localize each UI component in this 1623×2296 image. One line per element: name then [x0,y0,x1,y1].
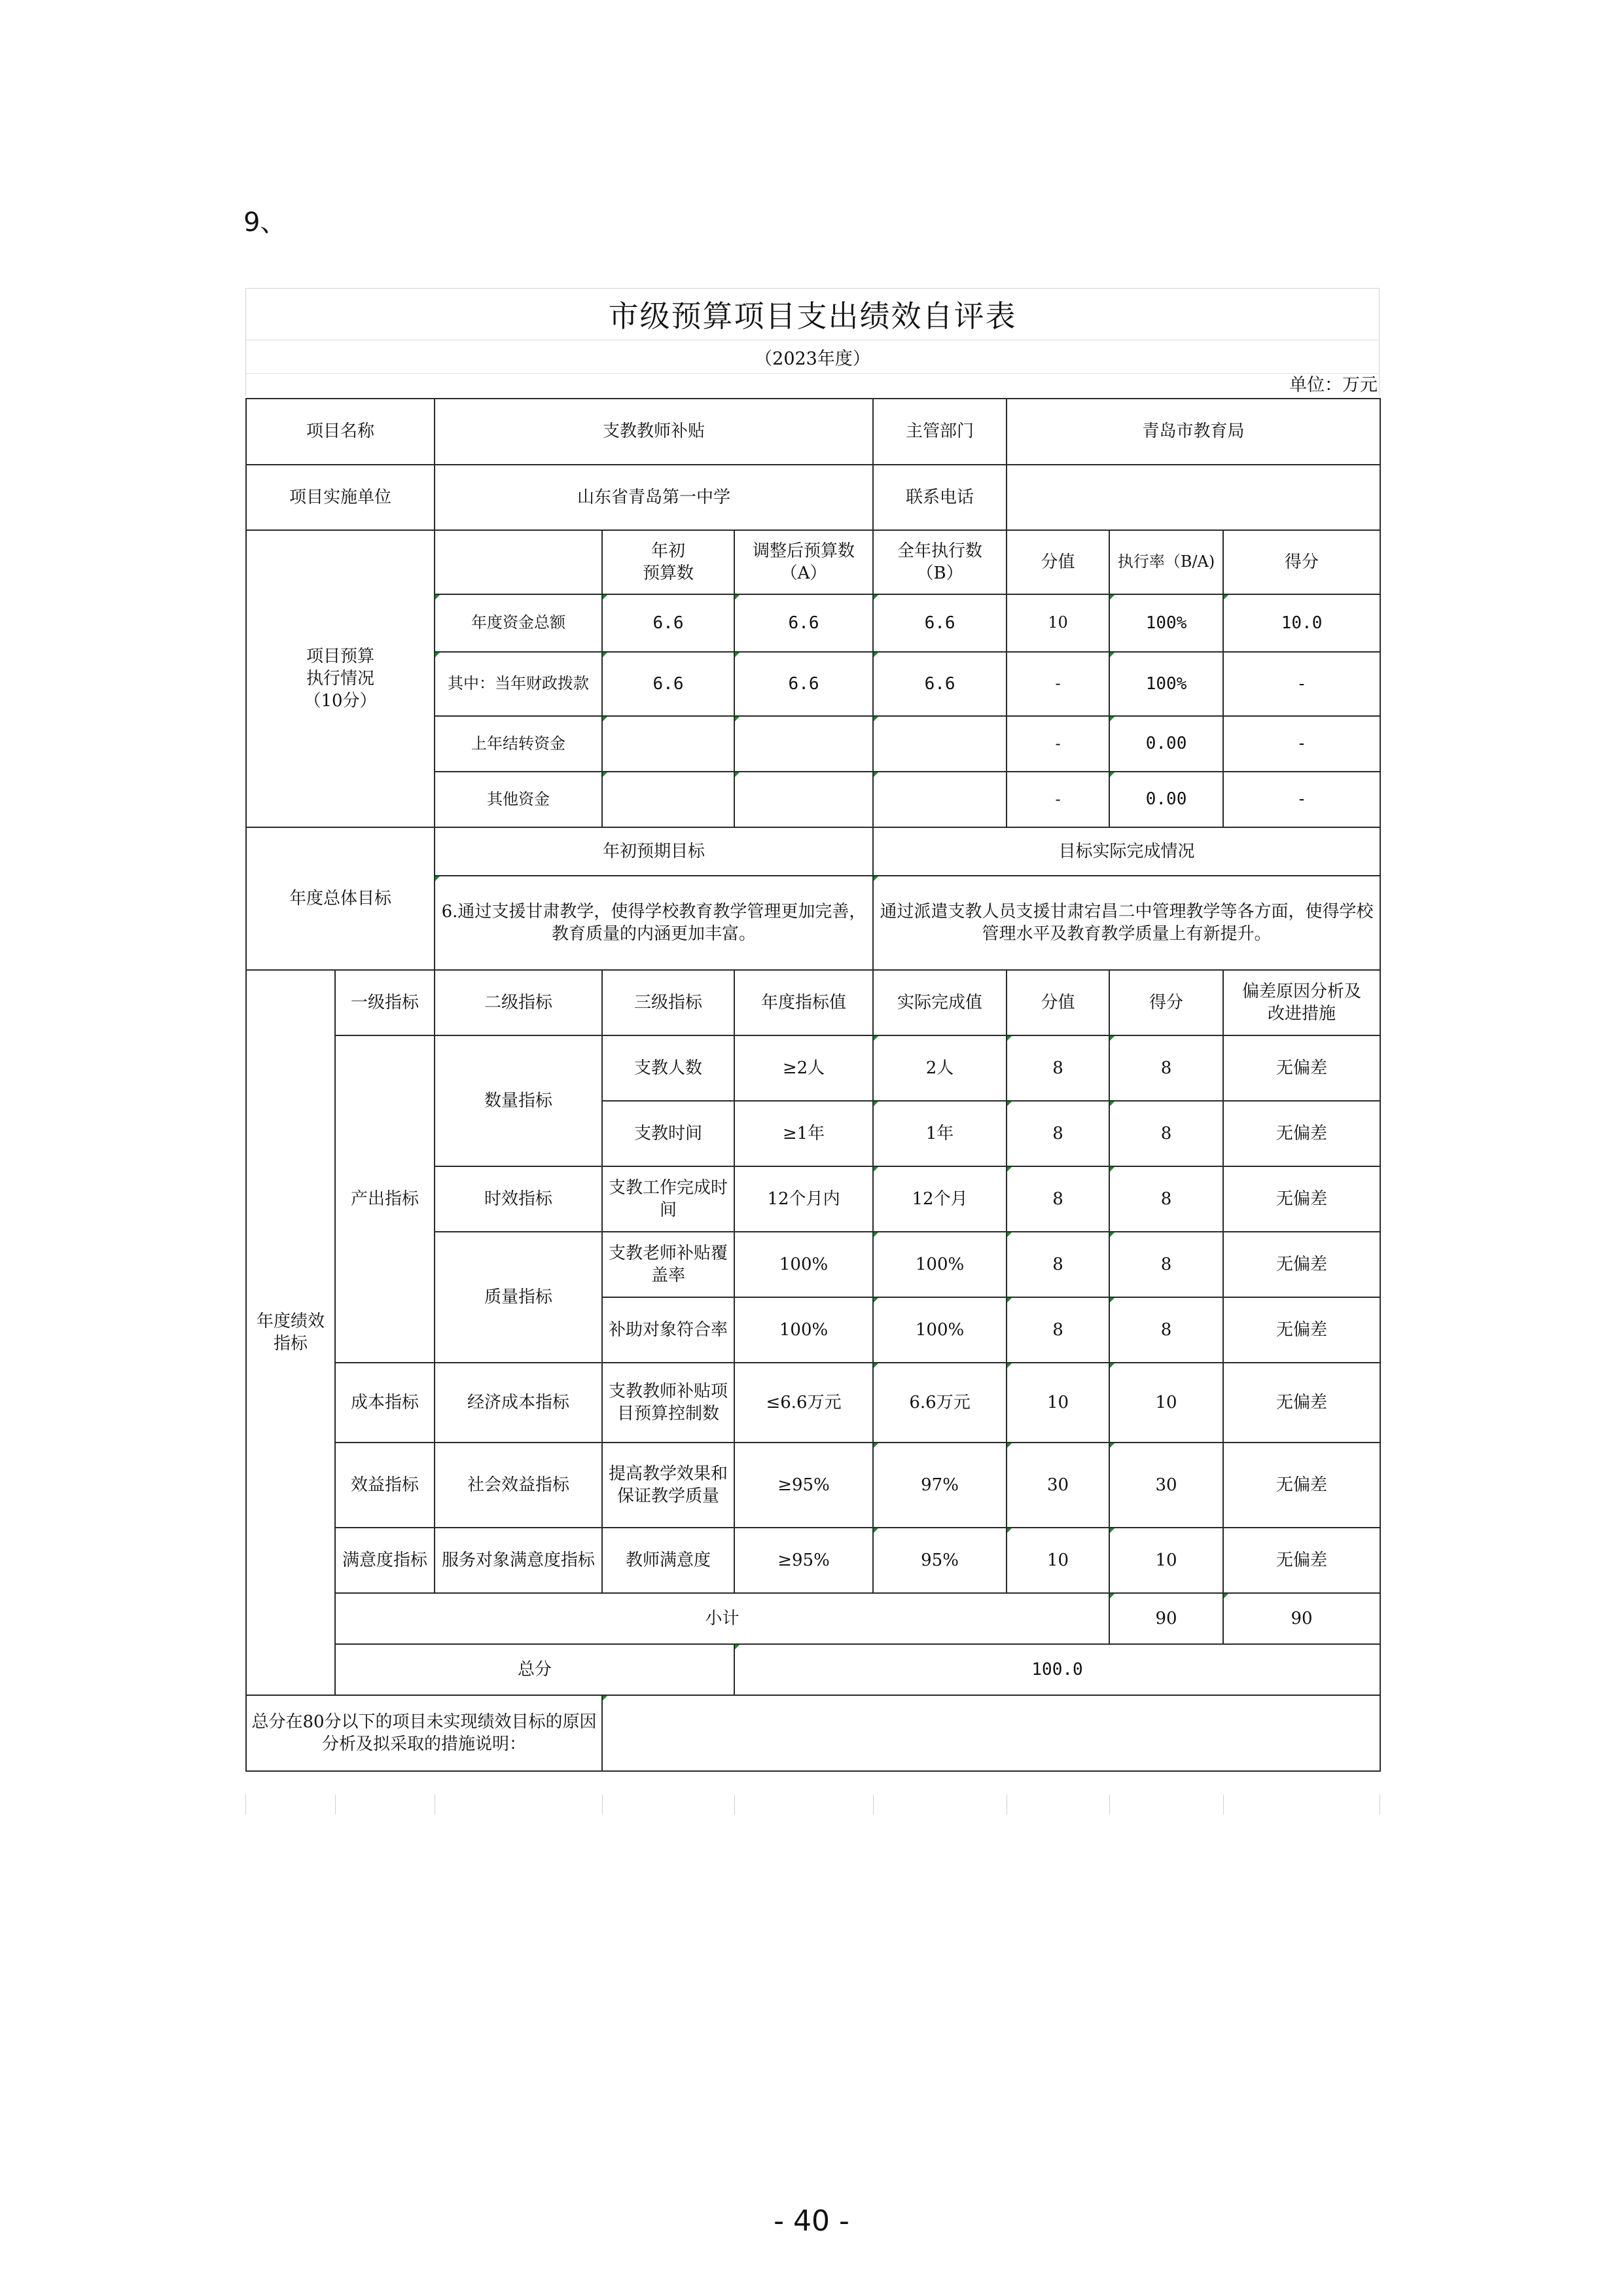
budget-score-header: 得分 [1223,530,1380,594]
section-number: 9、 [243,207,287,238]
score-cell: 10 [1109,1528,1223,1593]
indicator-section-label [246,970,335,1695]
score-cell: 8 [1109,1035,1223,1101]
budget-scorevalue-value: - [1007,652,1109,716]
goals-actual-text: 通过派遣支教人员支援甘肃宕昌二中管理教学等各方面，使得学校管理水平及教育教学质量上有新提升。 [873,876,1380,970]
actual-cell: 6.6万元 [873,1363,1007,1443]
deviation-cell: 无偏差 [1223,1297,1380,1363]
budget-adjusted-value [734,716,873,772]
scorevalue-cell: 8 [1007,1232,1109,1297]
note-label: 总分在80分以下的项目未实现绩效目标的原因分析及拟采取的措施说明： [246,1695,602,1771]
level2-cell: 质量指标 [435,1232,602,1363]
form-year: （2023年度） [245,340,1380,373]
budget-label-line2: 执行情况 [306,668,375,689]
deviation-cell: 无偏差 [1223,1528,1380,1593]
project-name-label: 项目名称 [246,399,435,465]
level1-cell: 满意度指标 [335,1528,435,1593]
target-cell: 12个月内 [734,1166,873,1232]
actual-header: 实际完成值 [873,970,1007,1035]
executed-header-l1: 全年执行数 [897,541,983,561]
budget-row-label: 其他资金 [435,772,602,827]
actual-cell: 97% [873,1443,1007,1528]
indicator-row [246,1035,1380,1101]
level3-cell: 补助对象符合率 [602,1297,734,1363]
goals-header-row [246,827,1380,876]
budget-executed-value: 6.6 [873,652,1007,716]
budget-rate-value: 100% [1109,594,1223,652]
budget-label-line1: 项目预算 [306,646,375,666]
level1-cell: 效益指标 [335,1443,435,1528]
gridline [873,1795,874,1814]
score-cell: 8 [1109,1297,1223,1363]
gridline [1223,1795,1224,1814]
scorevalue-cell: 8 [1007,1101,1109,1166]
goals-actual-header: 目标实际完成情况 [873,827,1380,876]
actual-cell: 100% [873,1297,1007,1363]
budget-blank-header [435,530,602,594]
subtotal-score: 90 [1223,1593,1380,1644]
budget-scorevalue-header: 分值 [1007,530,1109,594]
gridline [335,1795,336,1814]
subtotal-label: 小计 [335,1593,1109,1644]
level3-cell: 支教老师补贴覆盖率 [602,1232,734,1297]
goals-planned-header: 年初预期目标 [435,827,873,876]
deviation-header [1223,970,1380,1035]
dept-label: 主管部门 [873,399,1007,465]
budget-rate-header: 执行率（B/A) [1109,530,1223,594]
budget-section-label [246,530,435,827]
indicator-row [246,1443,1380,1528]
actual-cell: 12个月 [873,1166,1007,1232]
budget-executed-value [873,772,1007,827]
level3-cell: 提高教学效果和保证教学质量 [602,1443,734,1528]
target-cell: ≥2人 [734,1035,873,1101]
initial-header-l2: 预算数 [643,564,694,583]
budget-executed-value [873,716,1007,772]
level3-cell: 支教教师补贴项目预算控制数 [602,1363,734,1443]
target-cell: 100% [734,1232,873,1297]
scorevalue-header: 分值 [1007,970,1109,1035]
budget-score-value: - [1223,652,1380,716]
budget-initial-value [602,772,734,827]
initial-header-l1: 年初 [651,541,686,561]
target-cell: 100% [734,1297,873,1363]
budget-initial-header [602,530,734,594]
budget-label-line3: （10分） [304,691,377,711]
level3-cell: 支教时间 [602,1101,734,1166]
budget-initial-value: 6.6 [602,594,734,652]
deviation-cell: 无偏差 [1223,1232,1380,1297]
total-label: 总分 [335,1644,734,1695]
indicator-header-row [246,970,1380,1035]
budget-adjusted-header [734,530,873,594]
budget-scorevalue-value: - [1007,716,1109,772]
row-project-name [246,399,1380,465]
deviation-cell: 无偏差 [1223,1035,1380,1101]
level3-cell: 支教人数 [602,1035,734,1101]
level3-header: 三级指标 [602,970,734,1035]
scorevalue-cell: 30 [1007,1443,1109,1528]
budget-row-label: 其中：当年财政拨款 [435,652,602,716]
deviation-cell: 无偏差 [1223,1443,1380,1528]
level2-cell: 社会效益指标 [435,1443,602,1528]
budget-row-label: 上年结转资金 [435,716,602,772]
level2-cell: 时效指标 [435,1166,602,1232]
indicator-row [246,1363,1380,1443]
scorevalue-cell: 10 [1007,1528,1109,1593]
impl-label: 项目实施单位 [246,465,435,530]
budget-initial-value: 6.6 [602,652,734,716]
row-budget-header [246,530,1380,594]
gridline [734,1795,735,1814]
budget-adjusted-value: 6.6 [734,652,873,716]
budget-adjusted-value: 6.6 [734,594,873,652]
target-cell: ≤6.6万元 [734,1363,873,1443]
subtotal-row [246,1593,1380,1644]
goals-planned-text: 6.通过支援甘肃教学，使得学校教育教学管理更加完善，教育质量的内涵更加丰富。 [435,876,873,970]
level2-cell: 数量指标 [435,1035,602,1166]
budget-initial-value [602,716,734,772]
indicator-label-line1: 年度绩效 [256,1311,325,1331]
deviation-cell: 无偏差 [1223,1101,1380,1166]
budget-score-value: - [1223,772,1380,827]
subtotal-scorevalue: 90 [1109,1593,1223,1644]
level2-cell: 服务对象满意度指标 [435,1528,602,1593]
budget-adjusted-value [734,772,873,827]
budget-executed-value: 6.6 [873,594,1007,652]
gridline [602,1795,603,1814]
adjusted-header-l2: （A） [780,564,827,583]
total-value: 100.0 [734,1644,1380,1695]
level1-header: 一级指标 [335,970,435,1035]
level2-header: 二级指标 [435,970,602,1035]
score-cell: 30 [1109,1443,1223,1528]
budget-rate-value: 0.00 [1109,772,1223,827]
budget-row-label: 年度资金总额 [435,594,602,652]
target-cell: ≥95% [734,1528,873,1593]
actual-cell: 95% [873,1528,1007,1593]
score-cell: 10 [1109,1363,1223,1443]
trailing-gridlines [245,1795,1380,1814]
scorevalue-cell: 8 [1007,1035,1109,1101]
budget-rate-value: 100% [1109,652,1223,716]
deviation-cell: 无偏差 [1223,1363,1380,1443]
score-cell: 8 [1109,1166,1223,1232]
target-cell: ≥1年 [734,1101,873,1166]
indicator-row [246,1528,1380,1593]
form-title: 市级预算项目支出绩效自评表 [245,288,1380,340]
note-value [602,1695,1380,1771]
form-header [245,288,1380,396]
budget-score-value: - [1223,716,1380,772]
total-row [246,1644,1380,1695]
adjusted-header-l1: 调整后预算数 [753,541,855,561]
score-cell: 8 [1109,1101,1223,1166]
budget-scorevalue-value: - [1007,772,1109,827]
goals-label: 年度总体目标 [246,827,435,970]
deviation-header-l2: 改进措施 [1268,1004,1336,1024]
level3-cell: 教师满意度 [602,1528,734,1593]
scorevalue-cell: 10 [1007,1363,1109,1443]
project-name-value: 支教教师补贴 [435,399,873,465]
phone-value [1007,465,1380,530]
level3-cell: 支教工作完成时间 [602,1166,734,1232]
level1-cell: 成本指标 [335,1363,435,1443]
level2-cell: 经济成本指标 [435,1363,602,1443]
form-unit: 单位：万元 [245,373,1380,396]
page-number: - 40 - [774,2204,849,2238]
target-cell: ≥95% [734,1443,873,1528]
dept-value: 青岛市教育局 [1007,399,1380,465]
score-cell: 8 [1109,1232,1223,1297]
actual-cell: 2人 [873,1035,1007,1101]
row-impl-unit [246,465,1380,530]
self-evaluation-table [245,398,1381,1772]
deviation-header-l1: 偏差原因分析及 [1242,981,1362,1001]
phone-label: 联系电话 [873,465,1007,530]
actual-cell: 1年 [873,1101,1007,1166]
scorevalue-cell: 8 [1007,1166,1109,1232]
deviation-cell: 无偏差 [1223,1166,1380,1232]
scorevalue-cell: 8 [1007,1297,1109,1363]
level1-cell: 产出指标 [335,1035,435,1363]
actual-cell: 100% [873,1232,1007,1297]
impl-value: 山东省青岛第一中学 [435,465,873,530]
score-header: 得分 [1109,970,1223,1035]
executed-header-l2: （B） [916,564,963,583]
indicator-label-line2: 指标 [273,1334,308,1354]
budget-score-value: 10.0 [1223,594,1380,652]
budget-executed-header [873,530,1007,594]
budget-scorevalue-value: 10 [1007,594,1109,652]
budget-rate-value: 0.00 [1109,716,1223,772]
target-header: 年度指标值 [734,970,873,1035]
note-row [246,1695,1380,1771]
gridline [1109,1795,1110,1814]
